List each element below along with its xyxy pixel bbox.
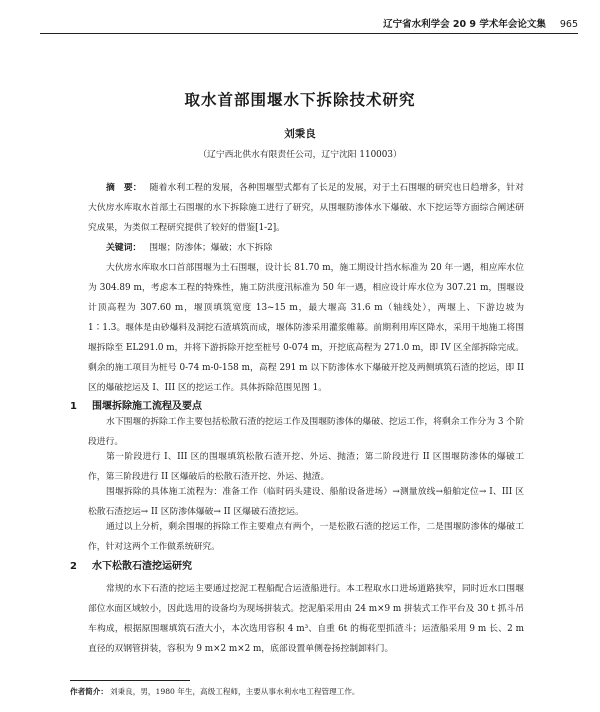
footnote-label: 作者简介： — [70, 687, 108, 696]
footnote-rule — [70, 680, 190, 681]
section-title: 围堰拆除施工流程及要点 — [92, 401, 202, 412]
running-head — [40, 16, 578, 30]
keywords-text: 围堰；防渗体；爆破；水下拆除 — [149, 243, 273, 253]
intro-paragraph: 大伙房水库取水口首部围堰为土石围堰，设计长 81.70 m，施工期设计挡水标准为 20 年一遇，相应库水位为 304.89 m，考虑本工程的特殊性，施工防洪度汛标准为 50 年一遇，相应设计库水位为 307.21 m，围堰设计顶高程为 307.60 m，堰顶填筑宽度 13~15 m，最大堰高 31.6 m（轴线处），两堰上、下游边坡为 1∶1.3。堰体是由砂爆料及洞挖石渣填筑而成，堰体防渗采用灌浆帷幕。前期利用库区降水，采用干地施工将围堰拆除至 EL291.0 m，并将下游拆除开挖至桩号 0-074 m，开挖底高程为 271.0 m，即 IV 区全部拆除完成。剩余的施工项目为桩号 0-74 m-0-158 m，高程 291 m 以下防渗体水下爆破开挖及两侧填筑石渣的挖运，即 II 区的爆破挖运及 I、III 区的挖运工作。具体拆除范围见图 1。 — [88, 263, 524, 393]
body-paragraph: 常规的水下石渣的挖运主要通过挖泥工程船配合运渣船进行。本工程取水口进场道路狭窄，同时近水口围堰部位水面区域较小，因此选用的设备均为现场拼装式。挖泥船采用由 24 m×9 m 拼装式工作平台及 30 t 抓斗吊车构成，根据原围堰填筑石渣大小，本次选用容积 4 m³、自重 6t 的梅花型抓渣斗；运渣船采用 9 m 长、2 m 直径的双钢管拼装，容积为 9 m×2 m×2 m，底部设置单侧卷扬控制卸料门。 — [88, 584, 524, 654]
body-paragraph: 第一阶段进行 I、III 区的围堰填筑松散石渣开挖、外运、抛渣；第二阶段进行 II 区围堰防渗体的爆破工作，第三阶段进行 II 区爆破后的松散石渣开挖、外运、抛渣。 — [88, 452, 524, 482]
section-number: 2 — [70, 561, 77, 572]
footnote-text: 刘秉良，男，1980 年生，高级工程师，主要从事水利水电工程管理工作。 — [109, 687, 360, 696]
page-number: 965 — [559, 19, 578, 30]
author-affiliation: （辽宁西北供水有限责任公司，辽宁沈阳 110003） — [198, 150, 402, 160]
body-paragraph: 通过以上分析，剩余围堰的拆除工作主要难点有两个，一是松散石渣的挖运工作，二是围堰防渗体的爆破工作，针对这两个工作做系统研究。 — [88, 522, 524, 552]
section-title: 水下松散石渣挖运研究 — [92, 561, 192, 572]
abstract-text: 随着水利工程的发展，各种围堰型式都有了长足的发展，对于土石围堰的研究也日趋增多，针对大伙房水库取水首部土石围堰的水下拆除施工进行了研究，从围堰防渗体水下爆破、水下挖运等方面综合阐述研究成果，为类似工程研究提供了较好的借鉴[1-2]。 — [88, 183, 524, 233]
abstract — [88, 178, 524, 238]
keywords — [106, 240, 526, 256]
section-heading-1 — [70, 397, 202, 412]
section-number: 1 — [70, 401, 77, 412]
author-footnote — [70, 686, 540, 697]
paper-title: 取水首部围堰水下拆除技术研究 — [184, 91, 416, 109]
header-rule — [40, 33, 578, 34]
abstract-label: 摘 要： — [106, 183, 142, 193]
body-paragraph: 围堰拆除的具体施工流程为：准备工作（临时码头建设、船舶设备进场）→测量放线→船舶定位→ I、III 区松散石渣挖运→ II 区防渗体爆破→ II 区爆破石渣挖运。 — [88, 487, 524, 517]
author-name: 刘秉良 — [284, 128, 316, 140]
keywords-label: 关键词： — [106, 243, 142, 253]
body-paragraph: 水下围堰的拆除工作主要包括松散石渣的挖运工作及围堰防渗体的爆破、挖运工作，将剩余工作分为 3 个阶段进行。 — [88, 417, 524, 447]
section-heading-2 — [70, 557, 192, 572]
journal-name: 辽宁省水利学会 20 9 学术年会论文集 — [383, 19, 546, 30]
